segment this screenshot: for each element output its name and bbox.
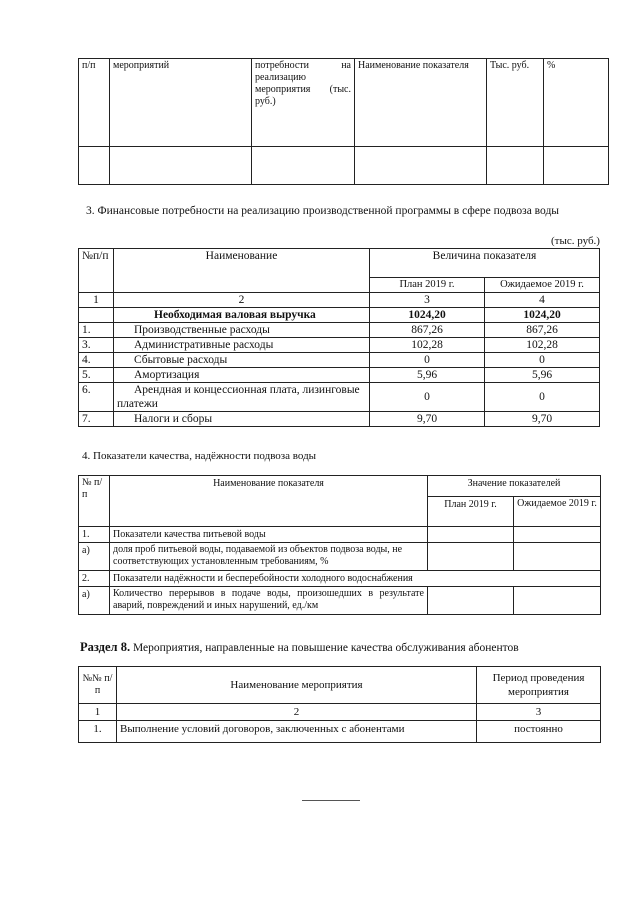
- section-4-title: 4. Показатели качества, надёжности подвоза воды: [82, 450, 317, 462]
- row-num: 6.: [79, 383, 114, 412]
- table-row: [79, 353, 600, 368]
- table-row: [79, 527, 601, 543]
- empty-cell: [487, 147, 544, 185]
- empty-cell: [514, 587, 601, 615]
- row-name: Налоги и сборы: [114, 412, 370, 427]
- row-name: Амортизация: [114, 368, 370, 383]
- row-plan: 9,70: [370, 412, 485, 427]
- empty-cell: [110, 147, 252, 185]
- unit-label: (тыс. руб.): [551, 235, 600, 247]
- row-plan: 102,28: [370, 338, 485, 353]
- header-cell: %: [544, 59, 609, 147]
- col-number: 1: [79, 293, 114, 308]
- row-num: 1.: [79, 323, 114, 338]
- section-3-title: 3. Финансовые потребности на реализацию производственной программы в сфере подвоза воды: [86, 205, 560, 217]
- col-number: 2: [114, 293, 370, 308]
- col-number: 3: [477, 704, 601, 721]
- header-cell: п/п: [79, 59, 110, 147]
- table-row: [79, 368, 600, 383]
- row-num: 2.: [79, 571, 110, 587]
- row-num: а): [79, 543, 110, 571]
- table-row: [79, 323, 600, 338]
- row-num: 4.: [79, 353, 114, 368]
- measures-table: [78, 58, 609, 185]
- header-expected: Ожидаемое 2019 г.: [514, 497, 601, 527]
- section-8-label: Раздел 8.: [80, 640, 131, 654]
- empty-cell: [355, 147, 487, 185]
- row-period: постоянно: [477, 721, 601, 743]
- footer-divider: [302, 800, 360, 801]
- header-cell: Тыс. руб.: [487, 59, 544, 147]
- row-name: Показатели надёжности и бесперебойности холодного водоснабжения: [110, 571, 601, 587]
- row-num: 3.: [79, 338, 114, 353]
- header-period: Период проведения мероприятия: [477, 667, 601, 704]
- row-num: 1.: [79, 721, 117, 743]
- table-row: [79, 571, 601, 587]
- row-name: Сбытовые расходы: [114, 353, 370, 368]
- empty-cell: [514, 527, 601, 543]
- row-expected: 9,70: [485, 412, 600, 427]
- empty-cell: [428, 527, 514, 543]
- table-row: [79, 721, 601, 743]
- col-number: 1: [79, 704, 117, 721]
- row-expected: 5,96: [485, 368, 600, 383]
- section-8-title: Мероприятия, направленные на повышение качества обслуживания абонентов: [132, 642, 519, 654]
- row-num: [79, 308, 114, 323]
- header-cell: мероприятий: [110, 59, 252, 147]
- header-plan: План 2019 г.: [428, 497, 514, 527]
- row-name: Выполнение условий договоров, заключенных с абонентами: [117, 721, 477, 743]
- row-expected: 867,26: [485, 323, 600, 338]
- row-name: Арендная и концессионная плата, лизинговые платежи: [114, 383, 370, 412]
- table-row: [79, 383, 600, 412]
- header-value: Величина показателя: [370, 249, 600, 278]
- row-plan: 1024,20: [370, 308, 485, 323]
- header-expected: Ожидаемое 2019 г.: [485, 278, 600, 293]
- row-expected: 0: [485, 383, 600, 412]
- row-plan: 5,96: [370, 368, 485, 383]
- col-number: 4: [485, 293, 600, 308]
- row-name: Необходимая валовая выручка: [114, 308, 370, 323]
- table-row: [79, 412, 600, 427]
- row-name: Показатели качества питьевой воды: [110, 527, 428, 543]
- empty-cell: [428, 587, 514, 615]
- row-plan: 867,26: [370, 323, 485, 338]
- header-name: Наименование мероприятия: [117, 667, 477, 704]
- row-num: а): [79, 587, 110, 615]
- row-expected: 102,28: [485, 338, 600, 353]
- empty-cell: [544, 147, 609, 185]
- col-number: 3: [370, 293, 485, 308]
- row-num: 7.: [79, 412, 114, 427]
- empty-cell: [252, 147, 355, 185]
- header-num: №п/п: [79, 249, 114, 293]
- header-num: № п/п: [79, 476, 110, 527]
- row-name: Административные расходы: [114, 338, 370, 353]
- row-num: 1.: [79, 527, 110, 543]
- empty-cell: [514, 543, 601, 571]
- table-row: [79, 587, 601, 615]
- table-row: [79, 543, 601, 571]
- header-value: Значение показателей: [428, 476, 601, 497]
- row-name: Производственные расходы: [114, 323, 370, 338]
- quality-indicators-table: [78, 475, 601, 615]
- table-row: [79, 308, 600, 323]
- row-expected: 0: [485, 353, 600, 368]
- empty-cell: [79, 147, 110, 185]
- empty-cell: [428, 543, 514, 571]
- row-name: Количество перерывов в подаче воды, произошедших в результате аварий, повреждений и иных нарушений, ед./км: [110, 587, 428, 615]
- col-number: 2: [117, 704, 477, 721]
- row-num: 5.: [79, 368, 114, 383]
- row-name: доля проб питьевой воды, подаваемой из объектов подвоза воды, не соответствующих установленным требованиям, %: [110, 543, 428, 571]
- row-expected: 1024,20: [485, 308, 600, 323]
- header-cell: Наименование показателя: [355, 59, 487, 147]
- header-name: Наименование показателя: [110, 476, 428, 527]
- service-measures-table: [78, 666, 601, 743]
- section-8-heading: [80, 640, 519, 655]
- table-row: [79, 338, 600, 353]
- row-plan: 0: [370, 383, 485, 412]
- header-name: Наименование: [114, 249, 370, 293]
- header-cell: потребности на реализацию мероприятия (тыс. руб.): [252, 59, 355, 147]
- financial-needs-table: [78, 248, 600, 427]
- header-num: №№ п/п: [79, 667, 117, 704]
- row-plan: 0: [370, 353, 485, 368]
- header-plan: План 2019 г.: [370, 278, 485, 293]
